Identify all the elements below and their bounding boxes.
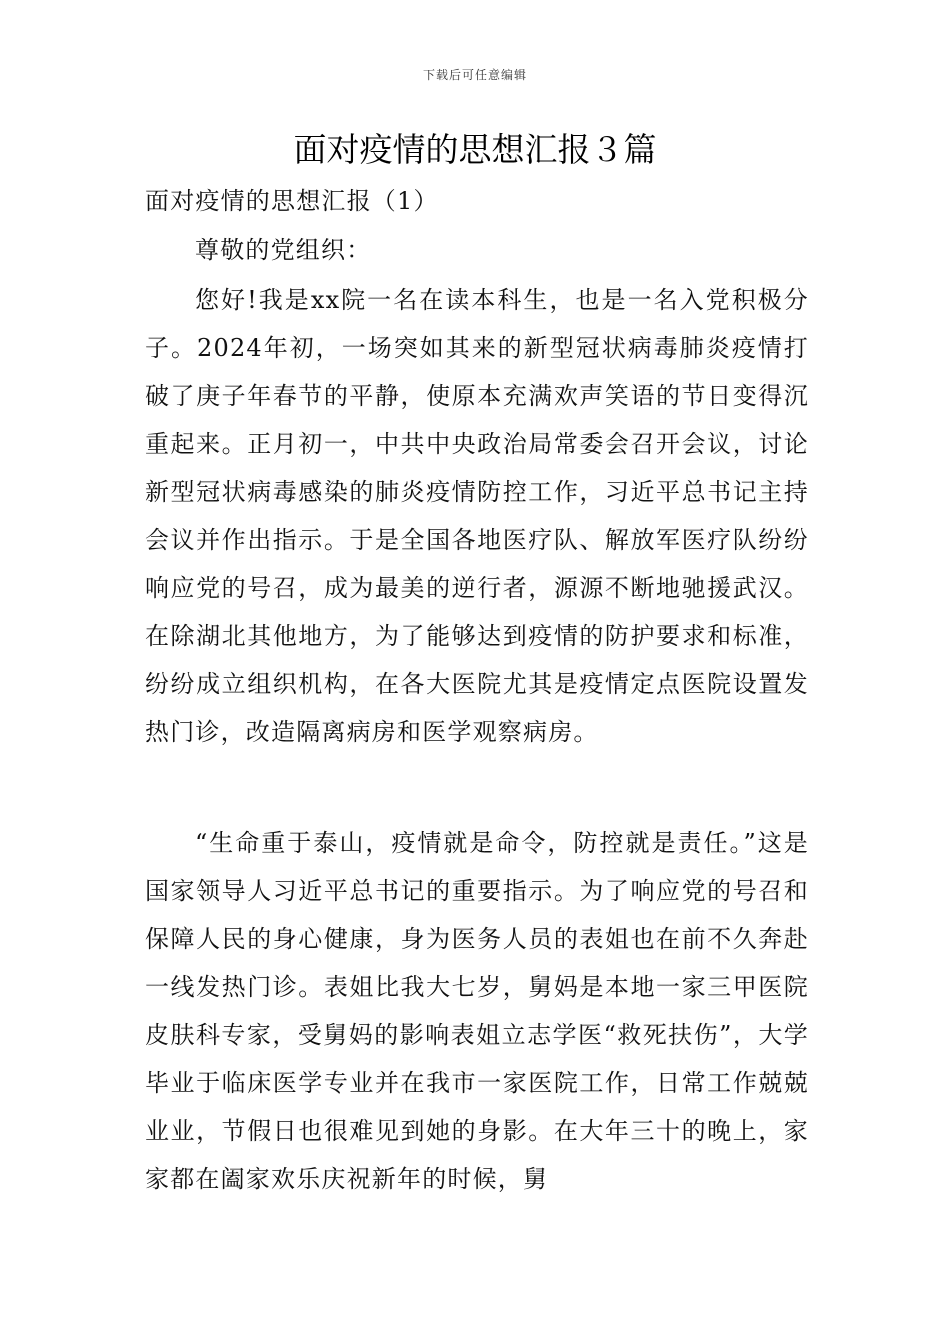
paragraph-2: “生命重于泰山，疫情就是命令，防控就是责任。”这是国家领导人习近平总书记的重要指示。为了响应党的号召和保障人民的身心健康，身为医务人员的表姐也在前不久奔赴一线发热门诊。表姐比我大七岁，舅妈是本地一家三甲医院皮肤科专家，受舅妈的影响表姐立志学医“救死扶伤”，大学毕业于临床医学专业并在我市一家医院工作，日常工作兢兢业业，节假日也很难见到她的身影。在大年三十的晚上，家家都在阖家欢乐庆祝新年的时候，舅: [145, 829, 809, 1193]
document-title: 面对疫情的思想汇报３篇: [293, 130, 657, 169]
salutation: 尊敬的党组织：: [195, 236, 372, 264]
paragraph-1: 您好!我是xx院一名在读本科生，也是一名入党积极分子。2024年初，一场突如其来的新型冠状病毒肺炎疫情打破了庚子年春节的平静，使原本充满欢声笑语的节日变得沉重起来。正月初一，中共中央政治局常委会召开会议，讨论新型冠状病毒感染的肺炎疫情防控工作，习近平总书记主持会议并作出指示。于是全国各地医疗队、解放军医疗队纷纷响应党的号召，成为最美的逆行者，源源不断地驰援武汉。在除湖北其他地方，为了能够达到疫情的防护要求和标准，纷纷成立组织机构，在各大医院尤其是疫情定点医院设置发热门诊，改造隔离病房和医学观察病房。: [145, 286, 809, 746]
page-header-note: 下载后可任意编辑: [422, 68, 527, 82]
document-subtitle: 面对疫情的思想汇报（1）: [145, 187, 439, 215]
